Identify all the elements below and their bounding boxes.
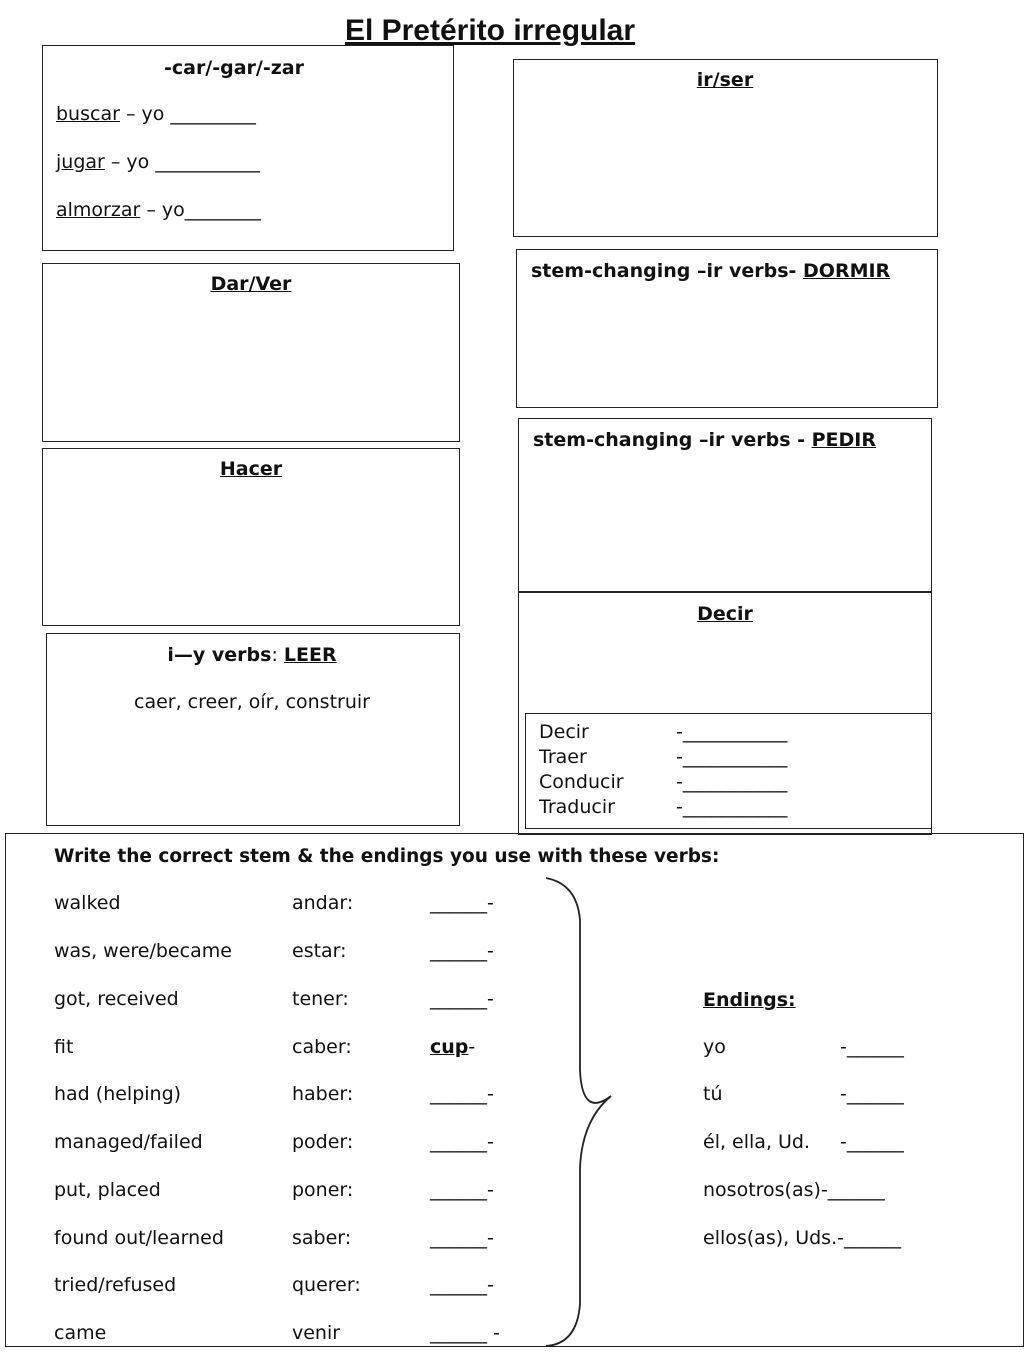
verb-poner: poner: <box>292 1179 354 1201</box>
meaning-querer: tried/refused <box>54 1274 177 1296</box>
verb-andar: andar: <box>292 892 354 914</box>
meaning-walked: walked <box>54 892 121 914</box>
ending-ellos: ellos(as), Uds.-______ <box>703 1227 901 1249</box>
verb-querer: querer: <box>292 1274 361 1296</box>
stem-poder: ______- <box>430 1131 494 1153</box>
stems-instruction: Write the correct stem & the endings you use with these verbs: <box>54 846 720 867</box>
page-title: El Pretérito irregular <box>344 14 636 47</box>
stem-querer: ______- <box>430 1274 494 1296</box>
hacer-header: Hacer <box>219 458 283 480</box>
meaning-haber: had (helping) <box>54 1083 182 1105</box>
ending-el: él, ella, Ud. <box>703 1131 811 1153</box>
traer-verb: Traer <box>539 746 587 768</box>
decir-inner-box <box>525 713 932 829</box>
conducir-blank: -___________ <box>676 771 788 793</box>
stems-section <box>5 833 1024 1347</box>
hacer-box <box>42 448 460 626</box>
brace-graphic <box>511 874 621 1348</box>
ending-yo-blank: -______ <box>840 1036 904 1058</box>
ending-yo: yo <box>703 1036 726 1058</box>
stem-tener: ______- <box>430 988 494 1010</box>
ending-el-blank: -______ <box>840 1131 904 1153</box>
dar-ver-box <box>42 263 460 442</box>
stem-saber: ______- <box>430 1227 494 1249</box>
verb-estar: estar: <box>292 940 347 962</box>
iy-verb-list: caer, creer, oír, construir <box>134 691 370 713</box>
traer-blank: -___________ <box>676 746 788 768</box>
verb-saber: saber: <box>292 1227 352 1249</box>
ending-nosotros: nosotros(as)-______ <box>703 1179 885 1201</box>
endings-header: Endings: <box>703 989 796 1011</box>
meaning-poner: put, placed <box>54 1179 161 1201</box>
decir-blank: -___________ <box>676 721 788 743</box>
car-gar-zar-header: -car/-gar/-zar <box>163 57 305 79</box>
jugar-row: jugar – yo ___________ <box>56 151 260 173</box>
decir-header: Decir <box>697 603 753 625</box>
meaning-estar: was, were/became <box>54 940 232 962</box>
verb-haber: haber: <box>292 1083 354 1105</box>
pedir-header: stem-changing –ir verbs - PEDIR <box>533 429 877 451</box>
pedir-box <box>518 418 932 593</box>
verb-venir: venir <box>292 1322 341 1344</box>
verb-tener: tener: <box>292 988 349 1010</box>
conducir-verb: Conducir <box>539 771 624 793</box>
dormir-header: stem-changing –ir verbs- DORMIR <box>531 260 891 282</box>
stem-caber: cup- <box>430 1036 476 1058</box>
meaning-tener: got, received <box>54 988 179 1010</box>
meaning-poder: managed/failed <box>54 1131 203 1153</box>
meaning-saber: found out/learned <box>54 1227 224 1249</box>
almorzar-row: almorzar – yo________ <box>56 199 261 221</box>
ir-ser-box <box>513 59 938 237</box>
ending-tu: tú <box>703 1083 723 1105</box>
stem-estar: ______- <box>430 940 494 962</box>
verb-caber: caber: <box>292 1036 352 1058</box>
stem-andar: ______- <box>430 892 494 914</box>
iy-header: i—y verbs: LEER <box>167 644 337 666</box>
dormir-box <box>516 249 938 408</box>
decir-verb: Decir <box>539 721 589 743</box>
meaning-caber: fit <box>54 1036 74 1058</box>
ending-tu-blank: -______ <box>840 1083 904 1105</box>
ir-ser-header: ir/ser <box>696 69 754 91</box>
verb-poder: poder: <box>292 1131 354 1153</box>
meaning-venir: came <box>54 1322 107 1344</box>
stem-venir: ______ - <box>430 1322 500 1344</box>
traducir-blank: -___________ <box>676 796 788 818</box>
stem-haber: ______- <box>430 1083 494 1105</box>
iy-verbs-box <box>46 633 460 826</box>
stem-poner: ______- <box>430 1179 494 1201</box>
traducir-verb: Traducir <box>539 796 615 818</box>
dar-ver-header: Dar/Ver <box>210 273 292 295</box>
buscar-row: buscar – yo _________ <box>56 103 256 125</box>
car-gar-zar-box <box>42 45 454 251</box>
